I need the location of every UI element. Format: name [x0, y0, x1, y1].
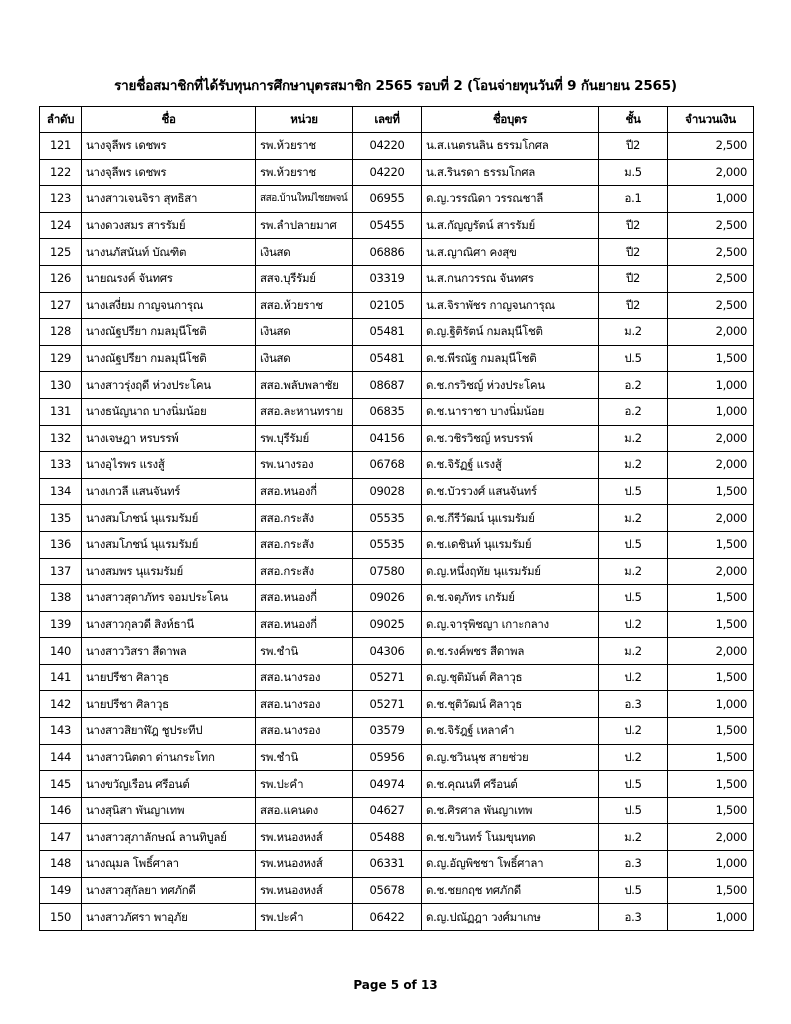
cell-member-name: นายปรีชา ศิลาวุธ	[82, 691, 256, 718]
cell-grade: ป.5	[599, 478, 668, 505]
cell-unit: รพ.นางรอง	[256, 452, 353, 479]
cell-no: 123	[40, 186, 82, 213]
cell-member-id: 09028	[353, 478, 422, 505]
cell-child-name: ด.ช.จิรัฎฐ์ เหลาคำ	[422, 718, 599, 745]
cell-no: 134	[40, 478, 82, 505]
table-row	[40, 691, 754, 718]
cell-no: 125	[40, 239, 82, 266]
cell-child-name: ด.ญ.วรรณิดา วรรณชาลี	[422, 186, 599, 213]
cell-no: 139	[40, 611, 82, 638]
cell-amount: 1,500	[668, 664, 754, 691]
cell-amount: 2,000	[668, 824, 754, 851]
cell-member-name: นางเสงี่ยม กาญจนการุณ	[82, 292, 256, 319]
header-name: ชื่อ	[82, 107, 256, 133]
table-row	[40, 824, 754, 851]
cell-unit: สสอ.หนองกี่	[256, 585, 353, 612]
cell-member-name: นางนภัสนันท์ บัณฑิต	[82, 239, 256, 266]
cell-no: 130	[40, 372, 82, 399]
cell-child-name: ด.ช.เดชินท์ นุแรมรัมย์	[422, 531, 599, 558]
header-no: ลำดับ	[40, 107, 82, 133]
cell-member-id: 05271	[353, 691, 422, 718]
cell-unit: สสอ.บ้านใหม่ไชยพจน์	[256, 186, 353, 213]
cell-unit: รพ.บุรีรัมย์	[256, 425, 353, 452]
cell-amount: 1,500	[668, 585, 754, 612]
cell-amount: 2,000	[668, 638, 754, 665]
cell-child-name: ด.ช.คุณนที ศรีอนต์	[422, 771, 599, 798]
cell-grade: ม.2	[599, 319, 668, 346]
cell-child-name: น.ส.ญาณิศา คงสุข	[422, 239, 599, 266]
cell-no: 128	[40, 319, 82, 346]
cell-grade: ป.5	[599, 771, 668, 798]
cell-member-id: 04627	[353, 797, 422, 824]
cell-no: 132	[40, 425, 82, 452]
cell-amount: 1,500	[668, 611, 754, 638]
cell-child-name: ด.ช.บัวรวงศ์ แสนจันทร์	[422, 478, 599, 505]
cell-member-name: นางสาวสุภาลักษณ์ ลานทิบูลย์	[82, 824, 256, 851]
cell-amount: 1,500	[668, 771, 754, 798]
cell-unit: สสอ.หนองกี่	[256, 611, 353, 638]
cell-no: 148	[40, 851, 82, 878]
cell-child-name: ด.ญ.จารุพิชญา เกาะกลาง	[422, 611, 599, 638]
cell-member-name: นางณัฐปรียา กมลมุนีโชติ	[82, 319, 256, 346]
cell-child-name: น.ส.จิราพัชร กาญจนการุณ	[422, 292, 599, 319]
cell-member-id: 04156	[353, 425, 422, 452]
cell-member-id: 06422	[353, 904, 422, 931]
cell-unit: สสอ.ละหานทราย	[256, 398, 353, 425]
cell-member-id: 05488	[353, 824, 422, 851]
cell-unit: รพ.ปะคำ	[256, 904, 353, 931]
cell-member-id: 05535	[353, 531, 422, 558]
cell-member-name: นางอุไรพร แรงสู้	[82, 452, 256, 479]
cell-member-name: นางเกวลี แสนจันทร์	[82, 478, 256, 505]
table-row	[40, 425, 754, 452]
cell-child-name: ด.ช.ชุติวัฒน์ ศิลาวุธ	[422, 691, 599, 718]
header-grade: ชั้น	[599, 107, 668, 133]
table-row	[40, 319, 754, 346]
cell-amount: 2,500	[668, 239, 754, 266]
cell-grade: ป.2	[599, 611, 668, 638]
table-row	[40, 877, 754, 904]
cell-child-name: ด.ช.พีรณัฐ กมลมุนีโชติ	[422, 345, 599, 372]
cell-member-id: 08687	[353, 372, 422, 399]
cell-child-name: ด.ญ.ปณัฏฎา วงศ์มาเกษ	[422, 904, 599, 931]
cell-no: 142	[40, 691, 82, 718]
table-row	[40, 239, 754, 266]
cell-member-id: 06886	[353, 239, 422, 266]
cell-member-id: 05271	[353, 664, 422, 691]
cell-unit: เงินสด	[256, 319, 353, 346]
cell-amount: 1,500	[668, 345, 754, 372]
table-row	[40, 797, 754, 824]
cell-member-name: นางจุลีพร เดชพร	[82, 159, 256, 186]
table-row	[40, 771, 754, 798]
cell-unit: สสอ.หนองกี่	[256, 478, 353, 505]
table-row	[40, 265, 754, 292]
cell-no: 141	[40, 664, 82, 691]
cell-child-name: ด.ช.จตุภัทร เกรัมย์	[422, 585, 599, 612]
table-row	[40, 851, 754, 878]
cell-member-id: 06835	[353, 398, 422, 425]
cell-member-name: นางธนัญนาถ บางนิ่มน้อย	[82, 398, 256, 425]
cell-child-name: น.ส.เนตรนลิน ธรรมโกศล	[422, 133, 599, 160]
cell-grade: อ.2	[599, 398, 668, 425]
table-row	[40, 638, 754, 665]
cell-unit: สสอ.แคนดง	[256, 797, 353, 824]
table-row	[40, 531, 754, 558]
cell-no: 122	[40, 159, 82, 186]
cell-amount: 1,500	[668, 718, 754, 745]
cell-no: 149	[40, 877, 82, 904]
cell-member-id: 09026	[353, 585, 422, 612]
cell-amount: 1,500	[668, 744, 754, 771]
cell-no: 135	[40, 505, 82, 532]
cell-grade: ป.5	[599, 345, 668, 372]
cell-member-id: 05481	[353, 345, 422, 372]
cell-member-id: 05481	[353, 319, 422, 346]
table-row	[40, 212, 754, 239]
cell-amount: 1,500	[668, 877, 754, 904]
document-title: รายชื่อสมาชิกที่ได้รับทุนการศึกษาบุตรสมาชิก 2565 รอบที่ 2 (โอนจ่ายทุนวันที่ 9 กันยายน 2565)	[114, 78, 677, 94]
table-row	[40, 372, 754, 399]
cell-member-name: นางสมโภชน์ นุแรมรัมย์	[82, 505, 256, 532]
cell-member-name: นางเจษฎา หรบรรพ์	[82, 425, 256, 452]
table-row	[40, 159, 754, 186]
cell-member-name: นายณรงค์ จันทศร	[82, 265, 256, 292]
cell-amount: 2,000	[668, 558, 754, 585]
cell-no: 140	[40, 638, 82, 665]
cell-child-name: ด.ช.ขวินทร์ โนมขุนทด	[422, 824, 599, 851]
cell-amount: 2,500	[668, 265, 754, 292]
cell-no: 146	[40, 797, 82, 824]
cell-member-id: 05956	[353, 744, 422, 771]
cell-amount: 1,000	[668, 398, 754, 425]
page-number: Page 5 of 13	[353, 978, 438, 992]
cell-child-name: ด.ญ.หนึ่งฤทัย นุแรมรัมย์	[422, 558, 599, 585]
cell-member-id: 05678	[353, 877, 422, 904]
cell-member-name: นางสาวภัศรา พาอุภัย	[82, 904, 256, 931]
cell-child-name: ด.ญ.ฐิติรัตน์ กมลมุนีโชติ	[422, 319, 599, 346]
cell-member-id: 04220	[353, 133, 422, 160]
cell-grade: อ.2	[599, 372, 668, 399]
cell-amount: 2,000	[668, 319, 754, 346]
cell-grade: ม.2	[599, 425, 668, 452]
table-row	[40, 558, 754, 585]
cell-member-name: นางขวัญเรือน ศรีอนต์	[82, 771, 256, 798]
table-row	[40, 664, 754, 691]
cell-grade: ป.2	[599, 744, 668, 771]
cell-member-id: 04974	[353, 771, 422, 798]
cell-member-name: นางดวงสมร สารรัมย์	[82, 212, 256, 239]
cell-unit: รพ.หนองหงส์	[256, 851, 353, 878]
cell-amount: 2,500	[668, 292, 754, 319]
cell-no: 145	[40, 771, 82, 798]
cell-amount: 1,500	[668, 531, 754, 558]
cell-unit: เงินสด	[256, 345, 353, 372]
cell-no: 121	[40, 133, 82, 160]
cell-member-name: นางจุลีพร เดชพร	[82, 133, 256, 160]
cell-unit: รพ.ลำปลายมาศ	[256, 212, 353, 239]
cell-member-name: นางสมพร นุแรมรัมย์	[82, 558, 256, 585]
cell-unit: รพ.ห้วยราช	[256, 133, 353, 160]
table-row	[40, 744, 754, 771]
table-row	[40, 585, 754, 612]
cell-grade: ปี2	[599, 292, 668, 319]
cell-grade: ป.5	[599, 797, 668, 824]
cell-unit: สสจ.บุรีรัมย์	[256, 265, 353, 292]
cell-unit: สสอ.นางรอง	[256, 664, 353, 691]
table-row	[40, 452, 754, 479]
table-row	[40, 133, 754, 160]
cell-grade: อ.3	[599, 904, 668, 931]
header-unit: หน่วย	[256, 107, 353, 133]
header-child: ชื่อบุตร	[422, 107, 599, 133]
cell-grade: ป.5	[599, 877, 668, 904]
cell-unit: รพ.หนองหงส์	[256, 824, 353, 851]
cell-member-id: 02105	[353, 292, 422, 319]
cell-amount: 1,500	[668, 797, 754, 824]
cell-amount: 2,000	[668, 159, 754, 186]
cell-grade: อ.3	[599, 691, 668, 718]
cell-member-id: 04220	[353, 159, 422, 186]
cell-child-name: ด.ญ.ชุติมันต์ ศิลาวุธ	[422, 664, 599, 691]
cell-member-id: 06955	[353, 186, 422, 213]
cell-no: 137	[40, 558, 82, 585]
cell-unit: รพ.ปะคำ	[256, 771, 353, 798]
cell-unit: สสอ.นางรอง	[256, 691, 353, 718]
cell-member-id: 05455	[353, 212, 422, 239]
cell-unit: สสอ.นางรอง	[256, 718, 353, 745]
cell-unit: สสอ.ห้วยราช	[256, 292, 353, 319]
cell-unit: สสอ.พลับพลาชัย	[256, 372, 353, 399]
cell-amount: 1,000	[668, 691, 754, 718]
cell-member-name: นางสาวสิยาฬัฎ ชูประทีป	[82, 718, 256, 745]
cell-unit: สสอ.กระสัง	[256, 505, 353, 532]
cell-child-name: ด.ช.วชิรวิชญ์ หรบรรพ์	[422, 425, 599, 452]
table-row	[40, 718, 754, 745]
cell-unit: เงินสด	[256, 239, 353, 266]
cell-grade: ปี2	[599, 212, 668, 239]
cell-grade: ปี2	[599, 133, 668, 160]
table-row	[40, 505, 754, 532]
cell-no: 144	[40, 744, 82, 771]
cell-member-name: นางสาวเจนจิรา สุทธิสา	[82, 186, 256, 213]
cell-grade: ม.2	[599, 452, 668, 479]
cell-amount: 2,000	[668, 505, 754, 532]
cell-member-name: นายปรีชา ศิลาวุธ	[82, 664, 256, 691]
cell-unit: รพ.ชำนิ	[256, 638, 353, 665]
table-row	[40, 611, 754, 638]
cell-amount: 2,500	[668, 212, 754, 239]
cell-unit: รพ.หนองหงส์	[256, 877, 353, 904]
cell-unit: สสอ.กระสัง	[256, 558, 353, 585]
cell-no: 127	[40, 292, 82, 319]
scholarship-table	[39, 106, 754, 931]
cell-unit: รพ.ห้วยราช	[256, 159, 353, 186]
table-row	[40, 904, 754, 931]
cell-member-name: นางณัฐปรียา กมลมุนีโชติ	[82, 345, 256, 372]
cell-child-name: ด.ญ.อัญพิชชา โพธิ์ศาลา	[422, 851, 599, 878]
cell-child-name: น.ส.กัญญรัตน์ สารรัมย์	[422, 212, 599, 239]
table-row	[40, 186, 754, 213]
cell-member-name: นางสาวนิตดา ด่านกระโทก	[82, 744, 256, 771]
cell-unit: รพ.ชำนิ	[256, 744, 353, 771]
cell-child-name: ด.ช.จิรัฏฐ์ แรงสู้	[422, 452, 599, 479]
cell-member-name: นางสาววิสรา สีดาพล	[82, 638, 256, 665]
cell-no: 131	[40, 398, 82, 425]
cell-grade: ป.5	[599, 531, 668, 558]
cell-member-id: 05535	[353, 505, 422, 532]
cell-grade: ป.5	[599, 585, 668, 612]
cell-amount: 2,000	[668, 452, 754, 479]
cell-member-id: 04306	[353, 638, 422, 665]
cell-member-name: นางสุนิสา พันญาเทพ	[82, 797, 256, 824]
cell-grade: ม.2	[599, 558, 668, 585]
cell-member-id: 06331	[353, 851, 422, 878]
table-row	[40, 478, 754, 505]
cell-member-id: 07580	[353, 558, 422, 585]
table-header-row	[40, 107, 754, 133]
cell-member-name: นางสมโภชน์ นุแรมรัมย์	[82, 531, 256, 558]
cell-member-name: นางณุมล โพธิ์ศาลา	[82, 851, 256, 878]
cell-child-name: น.ส.รินรดา ธรรมโกศล	[422, 159, 599, 186]
cell-amount: 1,000	[668, 904, 754, 931]
cell-no: 147	[40, 824, 82, 851]
cell-grade: ปี2	[599, 239, 668, 266]
cell-amount: 2,500	[668, 133, 754, 160]
cell-amount: 1,000	[668, 851, 754, 878]
cell-child-name: ด.ช.รงค์พชร สีดาพล	[422, 638, 599, 665]
cell-member-name: นางสาวสุกัลยา ทศภักดี	[82, 877, 256, 904]
cell-grade: ม.5	[599, 159, 668, 186]
cell-child-name: ด.ญ.ชวินนุช สายช่วย	[422, 744, 599, 771]
cell-member-id: 03579	[353, 718, 422, 745]
cell-child-name: ด.ช.กีรีวัฒน์ นุแรมรัมย์	[422, 505, 599, 532]
cell-no: 126	[40, 265, 82, 292]
cell-grade: ป.2	[599, 664, 668, 691]
cell-grade: ปี2	[599, 265, 668, 292]
cell-grade: ม.2	[599, 505, 668, 532]
cell-child-name: ด.ช.กรวิชญ์ ห่วงประโคน	[422, 372, 599, 399]
cell-member-id: 03319	[353, 265, 422, 292]
cell-member-name: นางสาวสุดาภัทร จอมประโคน	[82, 585, 256, 612]
cell-no: 124	[40, 212, 82, 239]
cell-child-name: ด.ช.นาราชา บางนิ่มน้อย	[422, 398, 599, 425]
cell-no: 133	[40, 452, 82, 479]
cell-child-name: ด.ช.ชยกฤช ทศภักดี	[422, 877, 599, 904]
cell-member-name: นางสาวกุลวดี สิงห์ธานี	[82, 611, 256, 638]
cell-no: 138	[40, 585, 82, 612]
cell-amount: 2,000	[668, 425, 754, 452]
cell-member-name: นางสาวรุ่งฤดี ห่วงประโคน	[82, 372, 256, 399]
cell-grade: ม.2	[599, 824, 668, 851]
cell-member-id: 06768	[353, 452, 422, 479]
cell-grade: อ.3	[599, 851, 668, 878]
cell-no: 129	[40, 345, 82, 372]
table-row	[40, 345, 754, 372]
cell-child-name: น.ส.กนกวรรณ จันทศร	[422, 265, 599, 292]
cell-grade: ม.2	[599, 638, 668, 665]
cell-unit: สสอ.กระสัง	[256, 531, 353, 558]
cell-no: 136	[40, 531, 82, 558]
cell-no: 150	[40, 904, 82, 931]
cell-member-id: 09025	[353, 611, 422, 638]
table-row	[40, 292, 754, 319]
header-id: เลขที่	[353, 107, 422, 133]
header-amount: จำนวนเงิน	[668, 107, 754, 133]
cell-child-name: ด.ช.ศิรศาล พันญาเทพ	[422, 797, 599, 824]
cell-amount: 1,000	[668, 372, 754, 399]
table-row	[40, 398, 754, 425]
cell-grade: ป.2	[599, 718, 668, 745]
cell-grade: อ.1	[599, 186, 668, 213]
cell-no: 143	[40, 718, 82, 745]
cell-amount: 1,000	[668, 186, 754, 213]
cell-amount: 1,500	[668, 478, 754, 505]
